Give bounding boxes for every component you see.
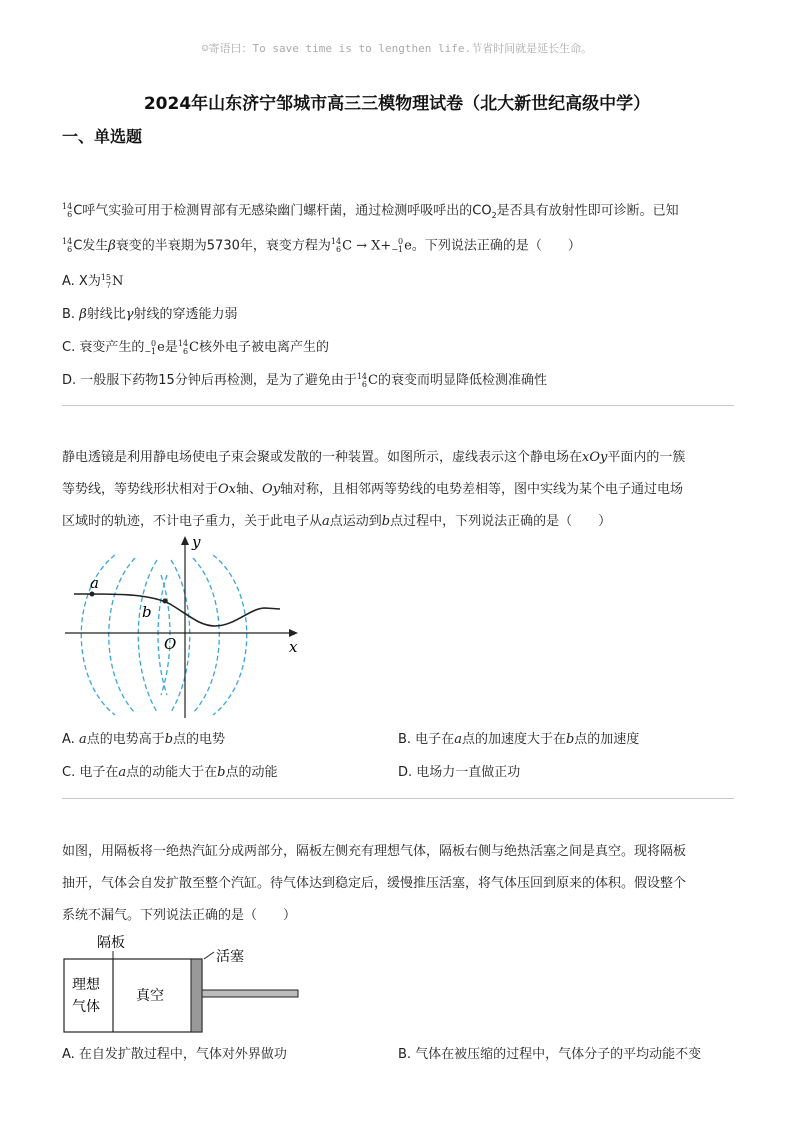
electrostatic-lens-figure bbox=[60, 530, 310, 720]
y-axis-arrow bbox=[181, 536, 189, 545]
q2-stem-line2: 等势线，等势线形状相对于Ox轴、Oy轴对称，且相邻两等势线的电势差相等，图中实线为某个电子通过电场 bbox=[62, 482, 684, 497]
x-axis-arrow bbox=[289, 629, 298, 637]
label-vacuum: 真空 bbox=[136, 988, 164, 1004]
q2-option-b[interactable]: B. 电子在a点的加速度大于在b点的加速度 bbox=[398, 732, 640, 747]
q1-option-d[interactable]: D. 一般服下药物15分钟后再检测，是为了避免由于 14 6 C的衰变而明显降低检测准确性 bbox=[62, 371, 547, 389]
q1-stem-line2: 14 6 C发生β衰变的半衰期为5730年，衰变方程为 14 6 C → X+ 0 −1 e。下列说法正确的是（ ） bbox=[62, 237, 581, 254]
decay-equation: C → X+ bbox=[342, 238, 392, 254]
piston-rod bbox=[202, 990, 298, 997]
divider bbox=[62, 405, 734, 406]
cylinder-figure bbox=[60, 930, 310, 1040]
q1-stem-line1: 14 6 C呼气实验可用于检测胃部有无感染幽门螺杆菌，通过检测呼吸呼出的$CO_2$是否具有放射性即可诊断。已知 bbox=[62, 202, 679, 221]
label-a: a bbox=[90, 574, 99, 592]
q1-option-a[interactable]: A. X为 15 7 N bbox=[62, 272, 124, 290]
label-b: b bbox=[142, 603, 152, 621]
label-piston: 活塞 bbox=[216, 949, 244, 965]
label-gas-1: 理想 bbox=[72, 977, 100, 993]
nuclide-index: 14 6 bbox=[62, 202, 73, 219]
q3-stem-line1: 如图，用隔板将一绝热汽缸分成两部分，隔板左侧充有理想气体，隔板右侧与绝热活塞之间是真空。现将隔板 bbox=[62, 844, 687, 859]
motto-line: ☺寄语曰：To save time is to lengthen life.节省时间就是延长生命。 bbox=[201, 42, 593, 55]
label-x: x bbox=[289, 638, 298, 656]
page-title: 2024年山东济宁邹城市高三三模物理试卷（北大新世纪高级中学） bbox=[143, 94, 651, 114]
q3-option-a[interactable]: A. 在自发扩散过程中，气体对外界做功 bbox=[62, 1047, 287, 1062]
q2-stem-line1: 静电透镜是利用静电场使电子束会聚或发散的一种装置。如图所示，虚线表示这个静电场在xOy平面内的一簇 bbox=[62, 450, 686, 465]
piston bbox=[191, 959, 202, 1032]
point-b bbox=[163, 599, 168, 604]
q2-option-c[interactable]: C. 电子在a点的动能大于在b点的动能 bbox=[62, 765, 278, 780]
q2-option-d[interactable]: D. 电场力一直做正功 bbox=[398, 765, 521, 780]
point-a bbox=[90, 592, 95, 597]
label-partition: 隔板 bbox=[97, 935, 125, 951]
cylinder-body bbox=[64, 959, 202, 1032]
q1-option-b[interactable]: B. β射线比γ射线的穿透能力弱 bbox=[62, 307, 238, 322]
label-y: y bbox=[192, 533, 201, 551]
section-heading: 一、单选题 bbox=[62, 127, 143, 146]
label-origin: O bbox=[164, 635, 177, 653]
piston-leader bbox=[204, 952, 214, 959]
q2-option-a[interactable]: A. a点的电势高于b点的电势 bbox=[62, 732, 226, 747]
electron-trajectory bbox=[74, 594, 280, 626]
divider bbox=[62, 798, 734, 799]
q1-option-c[interactable]: C. 衰变产生的 0 −1 e是 14 6 C核外电子被电离产生的 bbox=[62, 338, 330, 356]
label-gas-2: 气体 bbox=[72, 999, 100, 1015]
q3-stem-line3: 系统不漏气。下列说法正确的是（ ） bbox=[62, 908, 297, 923]
q2-stem-line3: 区域时的轨迹，不计电子重力，关于此电子从a点运动到b点过程中，下列说法正确的是（ ） bbox=[62, 514, 612, 529]
q3-stem-line2: 抽开，气体会自发扩散至整个汽缸。待气体达到稳定后，缓慢推压活塞，将气体压回到原来的体积。假设整个 bbox=[62, 876, 687, 891]
q3-option-b[interactable]: B. 气体在被压缩的过程中，气体分子的平均动能不变 bbox=[398, 1047, 702, 1062]
